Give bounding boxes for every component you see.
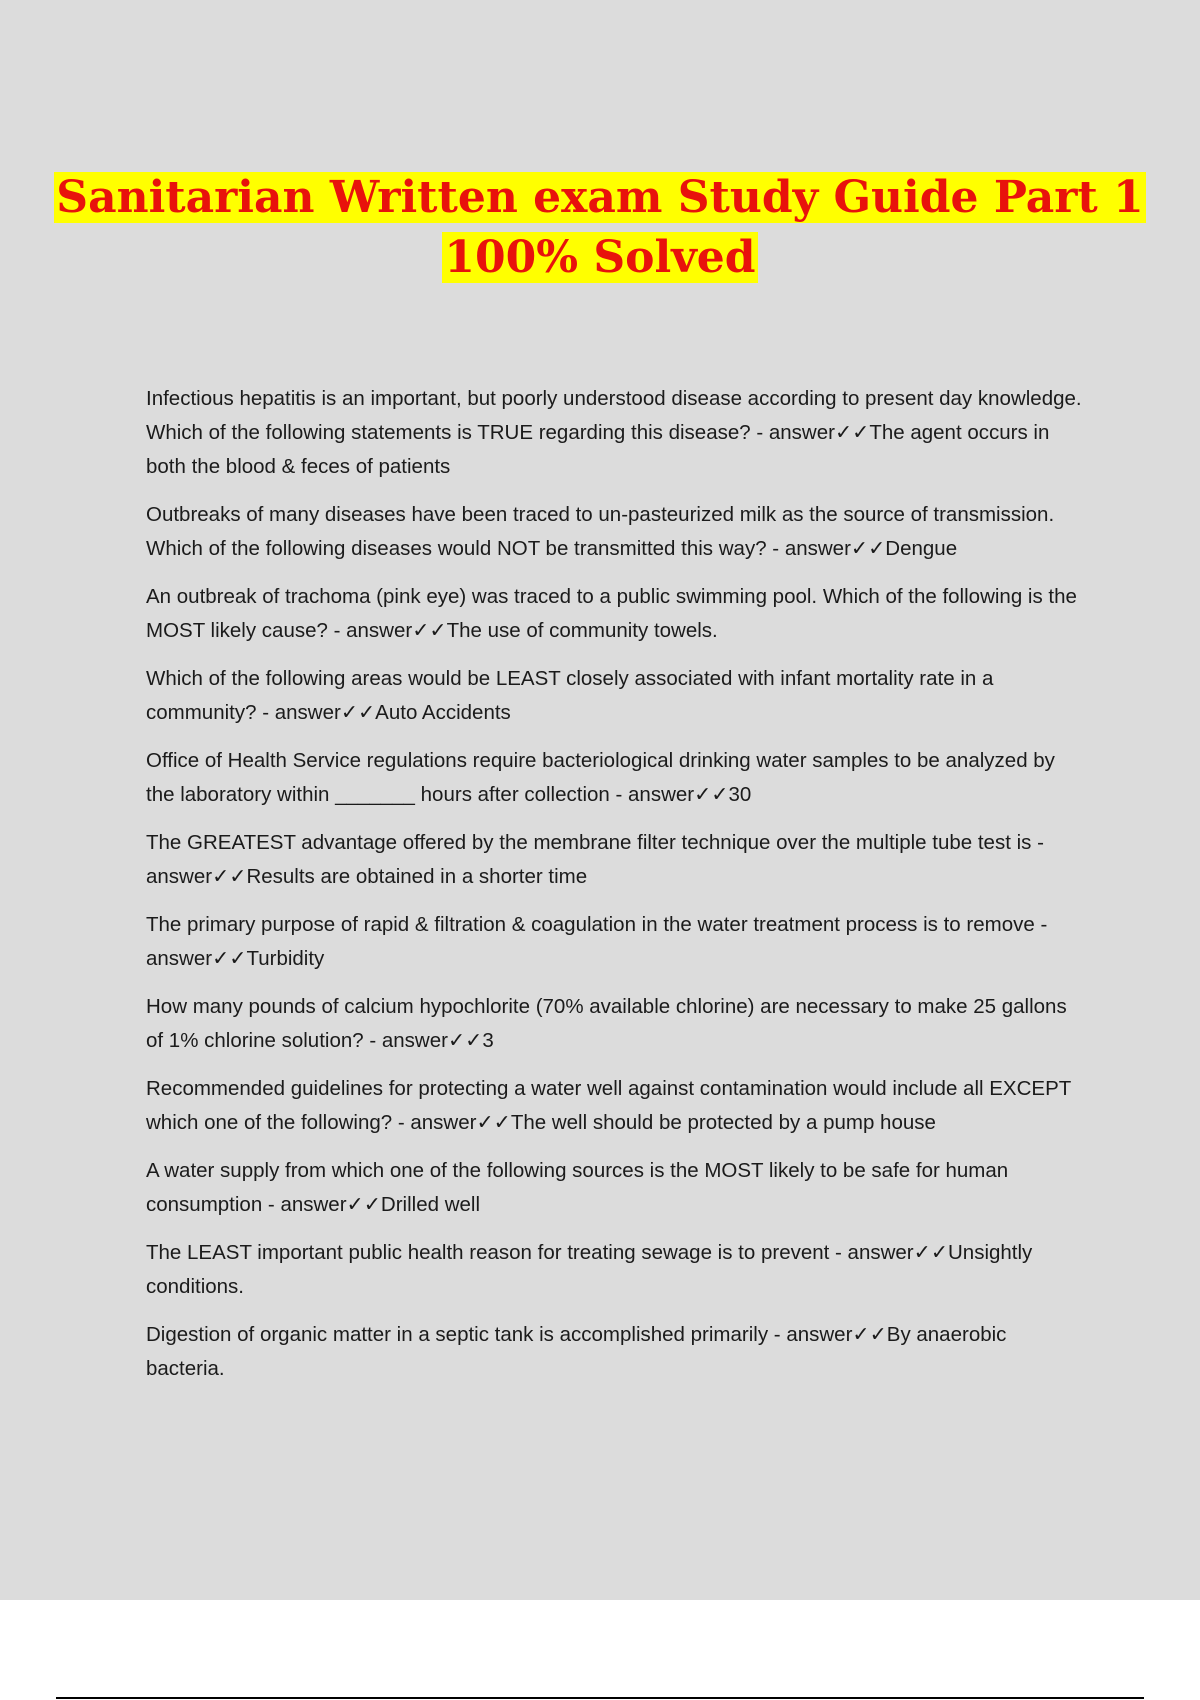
- double-check-icon: ✓✓: [476, 1111, 511, 1134]
- double-check-icon: ✓✓: [340, 701, 376, 724]
- qa-item: [146, 1236, 1086, 1304]
- qa-item: [146, 1318, 1086, 1386]
- double-check-icon: ✓✓: [694, 783, 729, 806]
- qa-list: [146, 382, 1086, 1400]
- question-text: How many pounds of calcium hypochlorite (70% available chlorine) are necessary to make 25 gallons of 1% chlorine solution? - answer: [146, 995, 1067, 1052]
- qa-item: [146, 990, 1086, 1058]
- title-line-1: [0, 168, 1200, 228]
- title-text-1: Sanitarian Written exam Study Guide Part 1: [56, 172, 1144, 223]
- answer-text: The well should be protected by a pump house: [510, 1111, 936, 1134]
- answer-text: Auto Accidents: [375, 701, 511, 724]
- double-check-icon: ✓✓: [346, 1193, 381, 1216]
- document-title: [0, 168, 1200, 288]
- question-text: An outbreak of trachoma (pink eye) was traced to a public swimming pool. Which of the following is the MOST likely cause? - answer: [146, 585, 1077, 642]
- answer-text: Results are obtained in a shorter time: [246, 865, 588, 888]
- qa-item: [146, 662, 1086, 730]
- title-text-2: 100% Solved: [444, 232, 756, 283]
- qa-item: [146, 498, 1086, 566]
- answer-text: The agent occurs in both the blood & feces of patients: [146, 421, 1050, 478]
- double-check-icon: ✓✓: [447, 1029, 483, 1052]
- double-check-icon: ✓✓: [212, 865, 247, 888]
- question-text: The LEAST important public health reason for treating sewage is to prevent - answer: [146, 1241, 914, 1264]
- qa-item: [146, 1072, 1086, 1140]
- answer-text: Unsightly conditions.: [146, 1241, 1033, 1298]
- answer-text: By anaerobic bacteria.: [146, 1323, 1007, 1380]
- question-text: A water supply from which one of the following sources is the MOST likely to be safe for human consumption - answer: [146, 1159, 1009, 1216]
- answer-text: Drilled well: [380, 1193, 481, 1216]
- qa-item: [146, 382, 1086, 484]
- answer-text: Dengue: [885, 537, 958, 560]
- double-check-icon: ✓✓: [850, 537, 886, 560]
- question-text: Recommended guidelines for protecting a water well against contamination would include all EXCEPT which one of the following? - answer: [146, 1077, 1071, 1134]
- answer-text: 3: [482, 1029, 494, 1052]
- question-text: Outbreaks of many diseases have been traced to un-pasteurized milk as the source of transmission. Which of the following diseases would NOT be transmitted this way? - answer: [146, 503, 1055, 560]
- double-check-icon: ✓✓: [834, 421, 870, 444]
- double-check-icon: ✓✓: [913, 1241, 948, 1264]
- double-check-icon: ✓✓: [212, 947, 247, 970]
- question-text: Infectious hepatitis is an important, but poorly understood disease according to present day knowledge. Which of the following statements is TRUE regarding this disease? - answer: [146, 387, 1082, 444]
- answer-text: 30: [728, 783, 752, 806]
- qa-item: [146, 580, 1086, 648]
- answer-text: Turbidity: [246, 947, 325, 970]
- question-text: Which of the following areas would be LEAST closely associated with infant mortality rate in a community? - answer: [146, 667, 994, 724]
- page-bottom-rule: [56, 1697, 1144, 1699]
- double-check-icon: ✓✓: [412, 619, 447, 642]
- qa-item: [146, 908, 1086, 976]
- question-text: The primary purpose of rapid & filtration & coagulation in the water treatment process is to remove - answer: [146, 913, 1048, 970]
- answer-text: The use of community towels.: [446, 619, 718, 642]
- qa-item: [146, 744, 1086, 812]
- question-text: The GREATEST advantage offered by the membrane filter technique over the multiple tube test is - answer: [146, 831, 1044, 888]
- question-text: Office of Health Service regulations require bacteriological drinking water samples to be analyzed by the laboratory within _______ hours after collection - answer: [146, 749, 1055, 806]
- double-check-icon: ✓✓: [852, 1323, 887, 1346]
- qa-item: [146, 826, 1086, 894]
- title-line-2: [0, 228, 1200, 288]
- question-text: Digestion of organic matter in a septic tank is accomplished primarily - answer: [146, 1323, 853, 1346]
- qa-item: [146, 1154, 1086, 1222]
